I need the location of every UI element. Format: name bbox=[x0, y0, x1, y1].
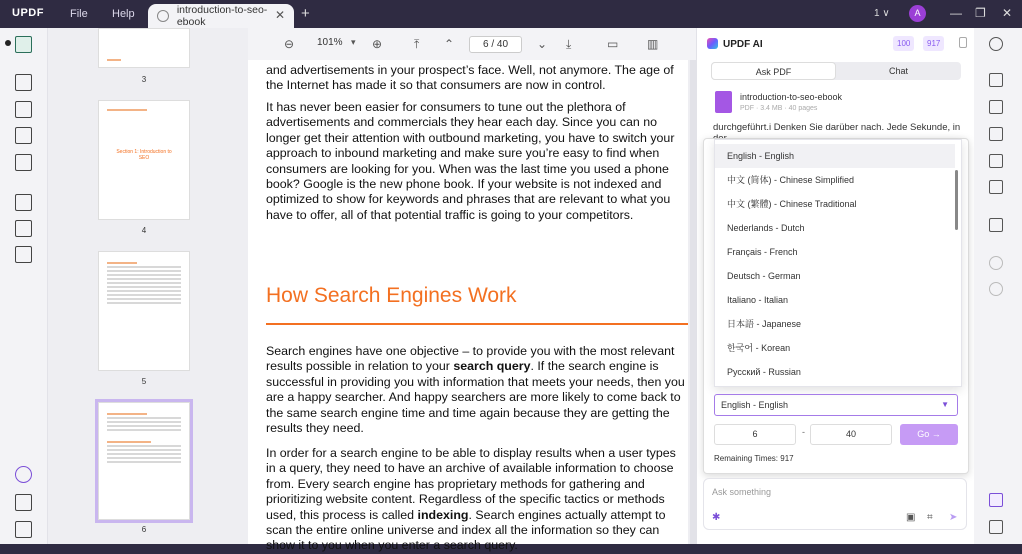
paragraph-3-text-a: Search engines have one objective – to provide you with the most relevant results possible in relation to your bbox=[266, 344, 675, 374]
prompt-bulb-icon[interactable]: ✱ bbox=[712, 512, 721, 523]
ai-mode-switch bbox=[711, 62, 961, 80]
search-icon[interactable] bbox=[989, 37, 1003, 51]
translate-popup bbox=[703, 138, 969, 474]
menu-help[interactable]: Help bbox=[112, 8, 135, 20]
tab-ask-pdf[interactable]: Ask PDF bbox=[711, 62, 836, 80]
thumb-mark bbox=[107, 274, 181, 276]
thumb-mark bbox=[107, 298, 181, 300]
thumb-mark bbox=[107, 449, 181, 451]
layers-icon[interactable] bbox=[15, 466, 32, 483]
language-option[interactable]: 한국어 - Korean bbox=[727, 343, 791, 353]
quota-badge-a: 100 bbox=[893, 36, 914, 51]
paragraph-4-bold: indexing bbox=[417, 507, 469, 522]
thumb-mark bbox=[107, 270, 181, 272]
page-toolbar bbox=[248, 28, 696, 60]
ask-placeholder: Ask something bbox=[712, 487, 772, 497]
send-icon[interactable]: ➤ bbox=[949, 512, 958, 523]
thumb-mark bbox=[107, 429, 181, 431]
chevron-down-icon: ▼ bbox=[941, 400, 949, 409]
previous-page-icon[interactable]: ⌃ bbox=[444, 37, 455, 51]
language-option[interactable]: English - English bbox=[715, 144, 955, 168]
thumb-mark bbox=[107, 278, 181, 280]
organize-icon[interactable] bbox=[15, 154, 32, 171]
quota-badge-b: 917 bbox=[923, 36, 944, 51]
thumb-mark bbox=[107, 445, 181, 447]
pdf-file-icon bbox=[715, 91, 732, 113]
ai-panel-title: UPDF AI bbox=[723, 39, 763, 50]
ask-input[interactable] bbox=[703, 478, 967, 530]
document-tab[interactable] bbox=[148, 4, 294, 28]
restore-icon[interactable]: ❐ bbox=[975, 6, 986, 20]
ai-assistant-icon[interactable] bbox=[989, 493, 1003, 507]
thumbnail-number: 5 bbox=[141, 377, 147, 386]
thumb-mark bbox=[107, 266, 181, 268]
paragraph-4-text-b: . Search engines actually attempt to scan the entire online universe and index all the information so they can show it to you when you enter a search query. bbox=[266, 507, 666, 553]
close-tab-icon[interactable]: ✕ bbox=[274, 8, 285, 22]
range-separator: - bbox=[802, 427, 805, 437]
thumbnail-panel bbox=[48, 28, 248, 544]
zoom-level[interactable]: 101% bbox=[317, 37, 343, 48]
right-tool-rail bbox=[974, 28, 1022, 544]
close-window-icon[interactable]: ✕ bbox=[1002, 6, 1013, 20]
email-icon[interactable] bbox=[989, 180, 1003, 194]
paragraph-2: It has never been easier for consumers to tune out the plethora of advertisements and commercials they hear each day. Since you can no longer get their attention with outbound marketing, you have to switch your approach to inbound marketing and make sure you’re easy to find when consumers are looking for you. When was the last time you used a phone book? Google is the new phone book. If your website is not indexed and optimized to show for keywords and phrases that are relevant to what you have to offer, all of that potential traffic is going to your competitors. bbox=[266, 100, 675, 222]
current-page: 6 bbox=[482, 39, 489, 50]
ai-panel bbox=[696, 28, 974, 544]
language-option[interactable]: Français - French bbox=[727, 247, 798, 257]
thumb-mark bbox=[107, 453, 181, 455]
file-meta: PDF · 3.4 MB · 40 pages bbox=[740, 105, 818, 112]
crop-icon[interactable]: ⌗ bbox=[927, 512, 933, 523]
thumbnail-section-title: Section 1: Introduction to SEO bbox=[116, 149, 172, 161]
form-icon[interactable] bbox=[15, 127, 32, 144]
redo-icon[interactable] bbox=[989, 282, 1003, 296]
paragraph-1: and advertisements in your prospect’s face. Well, not anymore. The age of the Internet has made it so that consumers are now in control. bbox=[266, 63, 674, 93]
zoom-out-icon[interactable]: ⊖ bbox=[284, 37, 295, 51]
pdf-page bbox=[248, 60, 688, 553]
section-heading: How Search Engines Work bbox=[266, 284, 517, 307]
last-page-icon[interactable]: ⤓ bbox=[566, 37, 572, 51]
thumbnail-page-5[interactable] bbox=[98, 251, 190, 371]
thumb-mark bbox=[107, 421, 181, 423]
language-select-value: English - English bbox=[721, 400, 789, 410]
thumb-mark bbox=[107, 282, 181, 284]
protect-icon[interactable] bbox=[15, 246, 32, 263]
paragraph-3 bbox=[266, 344, 686, 436]
thumbnail-number: 4 bbox=[141, 226, 147, 235]
thumbnail-number: 3 bbox=[141, 75, 147, 84]
language-option[interactable]: Deutsch - German bbox=[727, 271, 801, 281]
pin-icon[interactable] bbox=[959, 37, 967, 48]
avatar[interactable]: A bbox=[909, 5, 926, 22]
reader-mode-icon[interactable] bbox=[15, 36, 32, 53]
language-select[interactable] bbox=[714, 394, 958, 416]
convert-pdf-icon[interactable] bbox=[989, 100, 1003, 114]
go-button[interactable]: Go → bbox=[900, 424, 958, 445]
page-range-to[interactable]: 40 bbox=[810, 424, 892, 445]
rail-indicator bbox=[5, 40, 11, 46]
next-page-icon[interactable]: ⌄ bbox=[537, 37, 548, 51]
heading-rule bbox=[266, 323, 688, 325]
ocr-icon[interactable] bbox=[15, 220, 32, 237]
comment-icon[interactable] bbox=[15, 74, 32, 91]
thumb-mark bbox=[107, 294, 181, 296]
thumbnail-page-6[interactable] bbox=[98, 402, 190, 520]
document-area bbox=[248, 28, 696, 553]
language-option[interactable]: 中文 (简体) - Chinese Simplified bbox=[727, 175, 855, 185]
thumb-mark bbox=[107, 425, 181, 427]
menu-file[interactable]: File bbox=[70, 8, 88, 20]
thumb-mark bbox=[107, 413, 147, 415]
language-option[interactable]: Italiano - Italian bbox=[727, 295, 789, 305]
comment-view-icon[interactable]: ▭ bbox=[607, 37, 619, 51]
file-card bbox=[707, 88, 967, 118]
thumb-mark bbox=[107, 290, 181, 292]
share-icon[interactable] bbox=[989, 154, 1003, 168]
convert-icon[interactable] bbox=[15, 194, 32, 211]
paragraph-4-text-a: In order for a search engine to be able to display results when a user types in a query, they need to have an archive of available information to choose from. Every search engine has proprietary methods for gathering and prioritizing website content. Regardless of the specific tactics or methods used, this process is called bbox=[266, 446, 676, 522]
thumb-mark bbox=[107, 457, 181, 459]
attachment-icon[interactable] bbox=[15, 521, 32, 538]
language-option[interactable]: Nederlands - Dutch bbox=[727, 223, 805, 233]
chat-icon[interactable] bbox=[989, 520, 1003, 534]
document-tab-label: introduction-to-seo-ebook bbox=[176, 4, 268, 28]
zoom-in-icon[interactable]: ⊕ bbox=[372, 37, 383, 51]
thumb-mark bbox=[107, 302, 181, 304]
chat-response-text: durchgeführt.i Denken Sie darüber nach. Jede Sekunde, in bbox=[713, 122, 961, 133]
thumb-mark bbox=[107, 417, 181, 419]
language-dropdown-list bbox=[714, 139, 962, 387]
total-pages: 40 bbox=[496, 39, 509, 50]
document-tab-icon bbox=[157, 10, 169, 22]
add-tab-icon[interactable]: + bbox=[301, 5, 310, 22]
thumb-mark bbox=[107, 286, 181, 288]
ai-logo-icon bbox=[707, 38, 718, 49]
page-layout-icon[interactable]: ▥ bbox=[647, 37, 659, 51]
app-logo: UPDF bbox=[12, 7, 44, 19]
paragraph-3-bold: search query bbox=[453, 359, 531, 374]
page-separator: / bbox=[491, 39, 495, 50]
dropdown-scrollbar[interactable] bbox=[955, 170, 958, 230]
remaining-times: Remaining Times: 917 bbox=[714, 454, 794, 463]
thumbnail-number: 6 bbox=[141, 525, 147, 534]
image-icon[interactable]: ▣ bbox=[906, 512, 916, 523]
save-icon[interactable] bbox=[989, 218, 1003, 232]
window-count-dropdown[interactable]: 1 ∨ bbox=[874, 8, 890, 19]
language-option[interactable]: 日本語 - Japanese bbox=[727, 319, 802, 329]
minimize-icon[interactable]: — bbox=[950, 6, 962, 20]
thumb-mark bbox=[107, 262, 137, 264]
thumb-mark bbox=[107, 461, 181, 463]
title-bar bbox=[0, 0, 1022, 28]
edit-icon[interactable] bbox=[15, 101, 32, 118]
protect-pdf-icon[interactable] bbox=[989, 127, 1003, 141]
paragraph-4 bbox=[266, 446, 686, 554]
tab-chat[interactable]: Chat bbox=[888, 66, 908, 76]
language-option[interactable]: Русский - Russian bbox=[727, 367, 801, 377]
thumb-mark bbox=[107, 441, 151, 443]
bookmark-icon[interactable] bbox=[15, 494, 32, 511]
thumbnail-page-3[interactable] bbox=[98, 28, 190, 68]
left-tool-rail bbox=[0, 28, 48, 544]
scan-icon[interactable] bbox=[989, 73, 1003, 87]
file-name: introduction-to-seo-ebook bbox=[740, 92, 843, 102]
page-range-from[interactable]: 6 bbox=[714, 424, 796, 445]
language-option[interactable]: 中文 (繁體) - Chinese Traditional bbox=[727, 199, 857, 209]
zoom-dropdown-icon[interactable]: ▾ bbox=[351, 37, 356, 47]
paragraph-3-text-b: . If the search engine is successful in providing you with information that meets your needs, then you are a happy searcher. And happy searchers are more likely to come back to the same search engine time and time again because they are getting the results they need. bbox=[266, 359, 685, 436]
first-page-icon[interactable]: ⤒ bbox=[414, 37, 420, 51]
page-number-input[interactable] bbox=[469, 36, 522, 53]
thumb-mark bbox=[107, 59, 121, 61]
undo-icon[interactable] bbox=[989, 256, 1003, 270]
thumb-mark bbox=[107, 109, 147, 111]
thumbnail-page-4[interactable] bbox=[98, 100, 190, 220]
